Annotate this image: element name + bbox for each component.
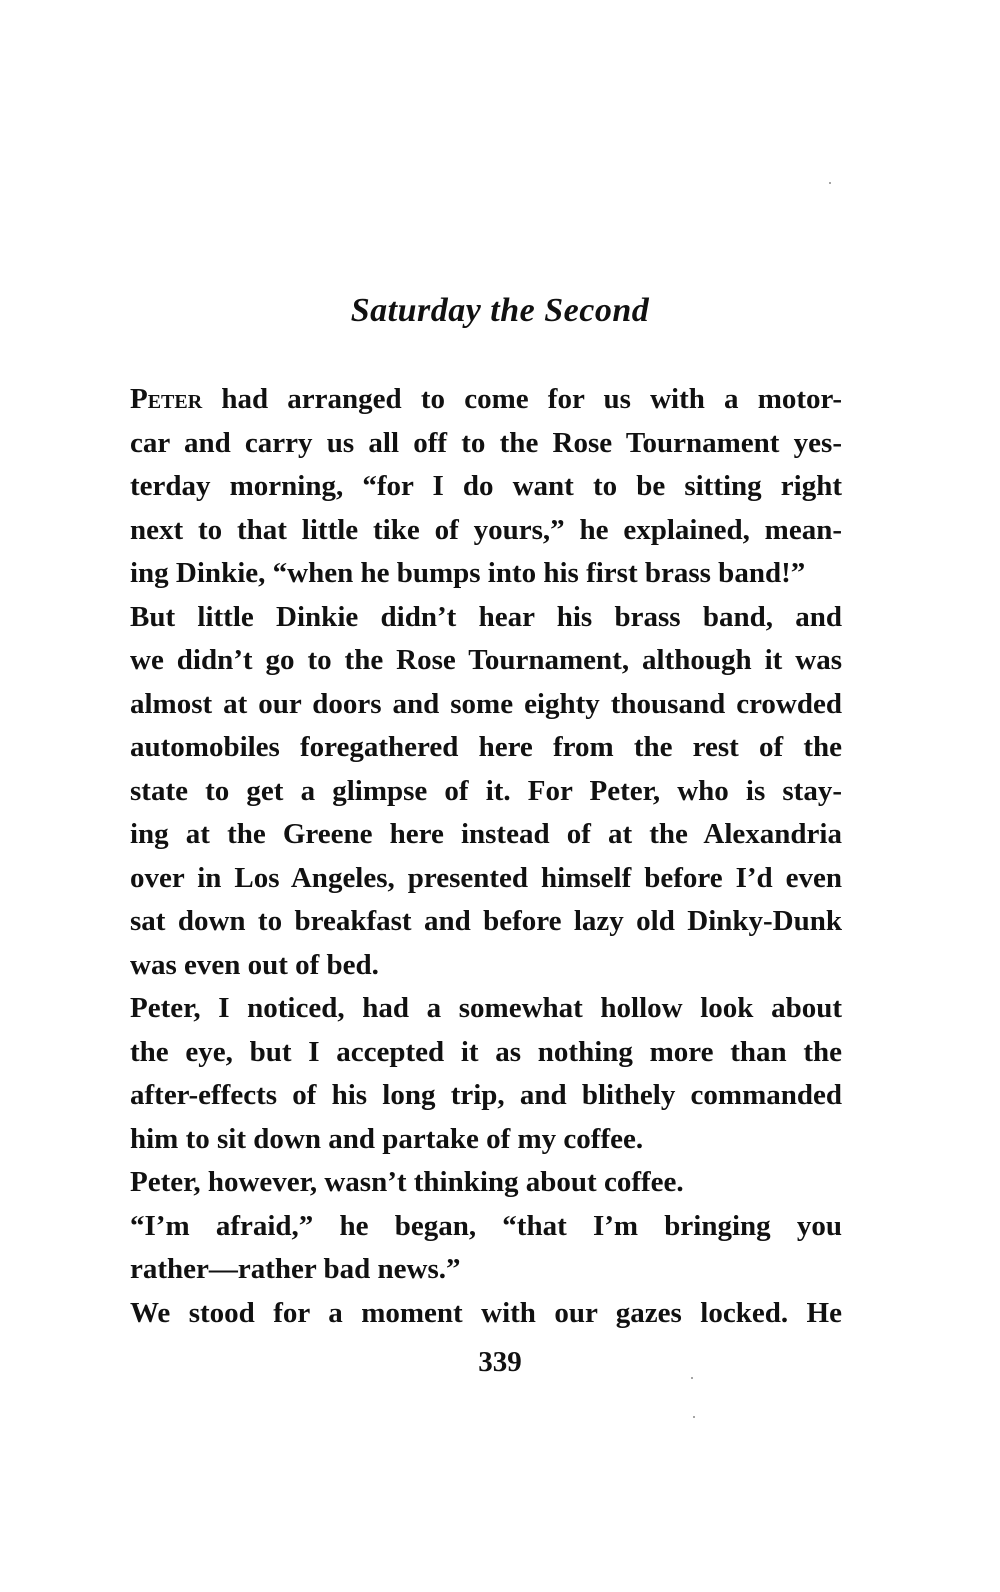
- text-line: automobiles foregathered here from the rest of the: [130, 731, 842, 763]
- text-line: Peter, I noticed, had a somewhat hollow look about: [130, 992, 842, 1024]
- text-line: car and carry us all off to the Rose Tournament yes-: [130, 426, 842, 459]
- text-line: “I’m afraid,” he began, “that I’m bringing you: [130, 1209, 842, 1242]
- paragraph: [130, 596, 842, 988]
- text-line: next to that little tike of yours,” he explained, mean-: [130, 513, 842, 546]
- text-line: rather—rather bad news.”: [130, 1253, 461, 1285]
- text-line: ing at the Greene here instead of at the Alexandria: [130, 818, 842, 850]
- scan-speck: [691, 1377, 693, 1379]
- text-line: Peter, however, wasn’t thinking about coffee.: [130, 1166, 684, 1198]
- page-number: 339: [478, 1346, 522, 1378]
- text-line: him to sit down and partake of my coffee.: [130, 1122, 644, 1155]
- chapter-title: Saturday the Second: [350, 292, 650, 329]
- paragraph: [130, 1161, 842, 1205]
- lead-word: Peter: [130, 383, 203, 415]
- scan-speck: [693, 1416, 695, 1418]
- text-line: terday morning, “for I do want to be sitting right: [130, 470, 842, 502]
- text-line: ing Dinkie, “when he bumps into his first brass band!”: [130, 557, 806, 589]
- paragraph: [130, 987, 842, 1161]
- text-line: sat down to breakfast and before lazy old Dinky-Dunk: [130, 905, 842, 937]
- paragraph: [130, 1292, 842, 1336]
- text-line: state to get a glimpse of it. For Peter, who is stay-: [130, 774, 842, 807]
- text-line: after-effects of his long trip, and blithely commanded: [130, 1079, 842, 1111]
- paragraph: [130, 1205, 842, 1292]
- text-line: We stood for a moment with our gazes locked. He: [130, 1296, 842, 1329]
- text-line: the eye, but I accepted it as nothing more than the: [130, 1035, 842, 1068]
- text-line: But little Dinkie didn’t hear his brass band, and: [130, 600, 842, 633]
- paragraph: [130, 378, 842, 596]
- text-line: was even out of bed.: [130, 948, 379, 981]
- text-line: we didn’t go to the Rose Tournament, although it was: [130, 644, 842, 676]
- scan-speck: [829, 182, 831, 184]
- text-line: almost at our doors and some eighty thousand crowded: [130, 687, 842, 720]
- body-text: [130, 378, 842, 1335]
- text-line: over in Los Angeles, presented himself before I’d even: [130, 861, 842, 894]
- text-line: Peter had arranged to come for us with a motor-: [130, 383, 842, 415]
